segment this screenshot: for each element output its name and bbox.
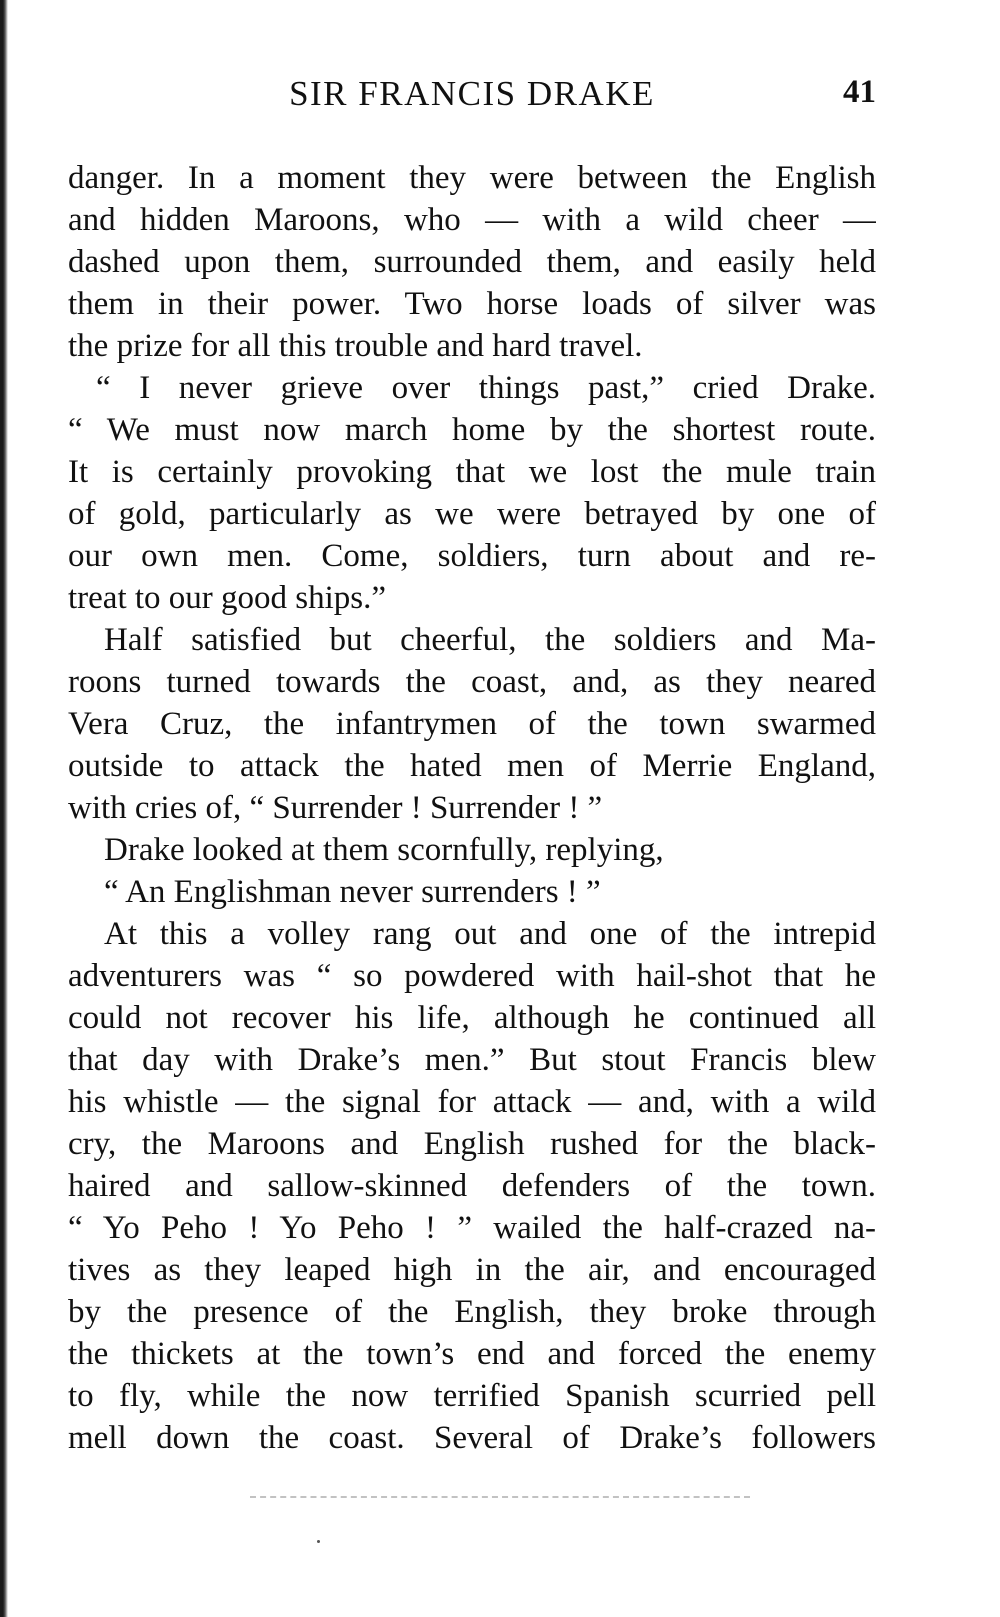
text-line: roons turned towards the coast, and, as they neared [68, 664, 876, 700]
text-line: the prize for all this trouble and hard travel. [68, 328, 643, 364]
text-line: them in their power. Two horse loads of silver was [68, 286, 876, 322]
text-line: to fly, while the now terrified Spanish scurried pell [68, 1378, 876, 1414]
running-title: SIR FRANCIS DRAKE [289, 74, 655, 113]
faint-ink-speck [317, 1540, 320, 1543]
text-line: haired and sallow-skinned defenders of the town. [68, 1168, 876, 1204]
text-line: his whistle — the signal for attack — and, with a wild [68, 1084, 876, 1120]
text-line: and hidden Maroons, who — with a wild cheer — [68, 202, 876, 238]
body-text [68, 157, 876, 1459]
text-line: “ Yo Peho ! Yo Peho ! ” wailed the half-crazed na- [68, 1210, 876, 1246]
text-line: the thickets at the town’s end and forced the enemy [68, 1336, 876, 1372]
text-line: our own men. Come, soldiers, turn about and re- [68, 538, 876, 574]
text-line: that day with Drake’s men.” But stout Francis blew [68, 1042, 876, 1078]
text-line: Vera Cruz, the infantrymen of the town swarmed [68, 706, 876, 742]
text-line: Half satisfied but cheerful, the soldiers and Ma- [104, 622, 876, 658]
text-line: treat to our good ships.” [68, 580, 387, 616]
text-line: mell down the coast. Several of Drake’s followers [68, 1420, 876, 1456]
page-binding-edge [0, 0, 8, 1617]
text-line: “ We must now march home by the shortest route. [68, 412, 876, 448]
text-line: At this a volley rang out and one of the intrepid [104, 916, 876, 952]
faint-bleedthrough-marks [250, 1496, 750, 1502]
text-line: Drake looked at them scornfully, replying, [104, 832, 664, 868]
text-line: outside to attack the hated men of Merrie England, [68, 748, 876, 784]
text-line: tives as they leaped high in the air, and encouraged [68, 1252, 876, 1288]
text-line: dashed upon them, surrounded them, and easily held [68, 244, 876, 280]
text-line: danger. In a moment they were between the English [68, 160, 876, 196]
text-line: It is certainly provoking that we lost the mule train [68, 454, 876, 490]
text-line: by the presence of the English, they broke through [68, 1294, 876, 1330]
text-line: with cries of, “ Surrender ! Surrender ! ” [68, 790, 603, 826]
page-number: 41 [843, 74, 876, 110]
text-line: “ I never grieve over things past,” cried Drake. [96, 370, 876, 406]
text-line: cry, the Maroons and English rushed for the black- [68, 1126, 876, 1162]
text-line: “ An Englishman never surrenders ! ” [104, 874, 601, 910]
page-header [68, 74, 876, 122]
text-line: of gold, particularly as we were betrayed by one of [68, 496, 876, 532]
text-line: could not recover his life, although he continued all [68, 1000, 876, 1036]
text-line: adventurers was “ so powdered with hail-shot that he [68, 958, 876, 994]
